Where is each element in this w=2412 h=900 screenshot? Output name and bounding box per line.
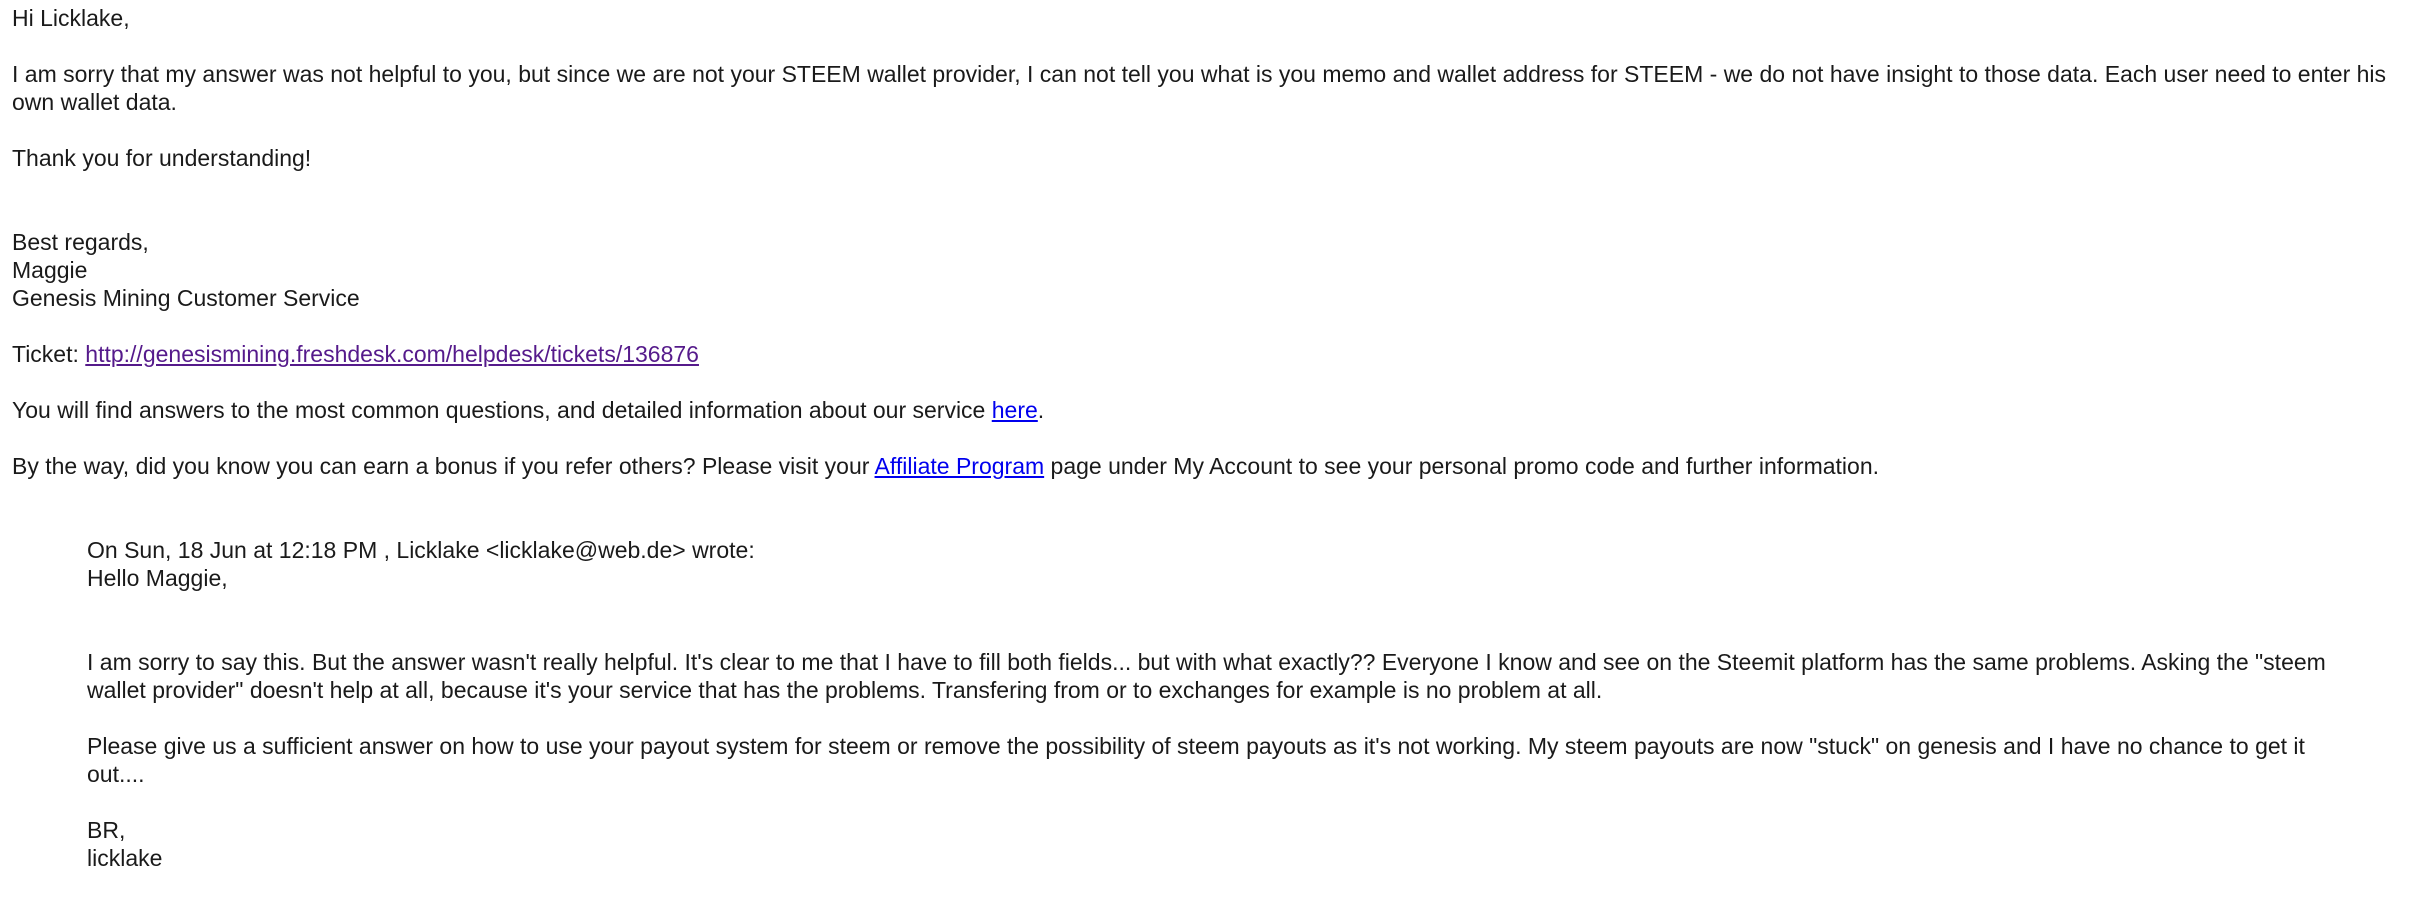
quote-signature: [87, 816, 2357, 872]
quote-header-text: On Sun, 18 Jun at 12:18 PM , Licklake <licklake@web.de> wrote:: [87, 537, 755, 563]
faq-text: You will find answers to the most common questions, and detailed information about our service: [12, 397, 992, 423]
spacer: [87, 620, 2357, 648]
quoted-message: [87, 536, 2357, 872]
affiliate-text-before: By the way, did you know you can earn a bonus if you refer others? Please visit your: [12, 453, 875, 479]
body-paragraph: I am sorry that my answer was not helpful to you, but since we are not your STEEM wallet provider, I can not tell you what is you memo and wallet address for STEEM - we do not have insight to those data. Each user need to enter his own wallet data.: [12, 61, 2387, 115]
signoff: Best regards,: [12, 229, 149, 255]
agent-name: Maggie: [12, 257, 88, 283]
spacer: [12, 200, 2407, 228]
faq-period: .: [1037, 397, 1045, 423]
quote-greeting: Hello Maggie,: [87, 565, 228, 591]
affiliate-text-after: page under My Account to see your personal promo code and further information.: [1044, 453, 1880, 479]
department: Genesis Mining Customer Service: [12, 285, 360, 311]
signature: [12, 228, 2407, 312]
ticket-line: [12, 340, 2407, 368]
affiliate-program-link[interactable]: Affiliate Program: [874, 453, 1045, 479]
quote-name: licklake: [87, 845, 163, 871]
quote-paragraph-2: Please give us a sufficient answer on how to use your payout system for steem or remove the possibility of steem payouts as it's not working. My steem payouts are now "stuck" on genesis and I have no chance to get it out....: [87, 733, 2305, 787]
quote-paragraph-1: I am sorry to say this. But the answer wasn't really helpful. It's clear to me that I have to fill both fields... but with what exactly?? Everyone I know and see on the Steemit platform has the same problems. Asking the "steem wallet provider" doesn't help at all, because it's your service that has the problems. Transfering from or to exchanges for example is no problem at all.: [87, 649, 2326, 703]
faq-here-link[interactable]: here: [991, 397, 1038, 423]
greeting: Hi Licklake,: [12, 5, 130, 31]
faq-line: [12, 396, 2407, 424]
affiliate-line: [12, 452, 2407, 480]
ticket-label: Ticket:: [12, 341, 86, 367]
quote-header: [87, 536, 2357, 592]
email-body: [12, 4, 2407, 900]
ticket-link[interactable]: http://genesismining.freshdesk.com/helpdesk/tickets/136876: [85, 341, 699, 367]
quote-signoff: BR,: [87, 817, 126, 843]
thanks-line: Thank you for understanding!: [12, 145, 312, 171]
